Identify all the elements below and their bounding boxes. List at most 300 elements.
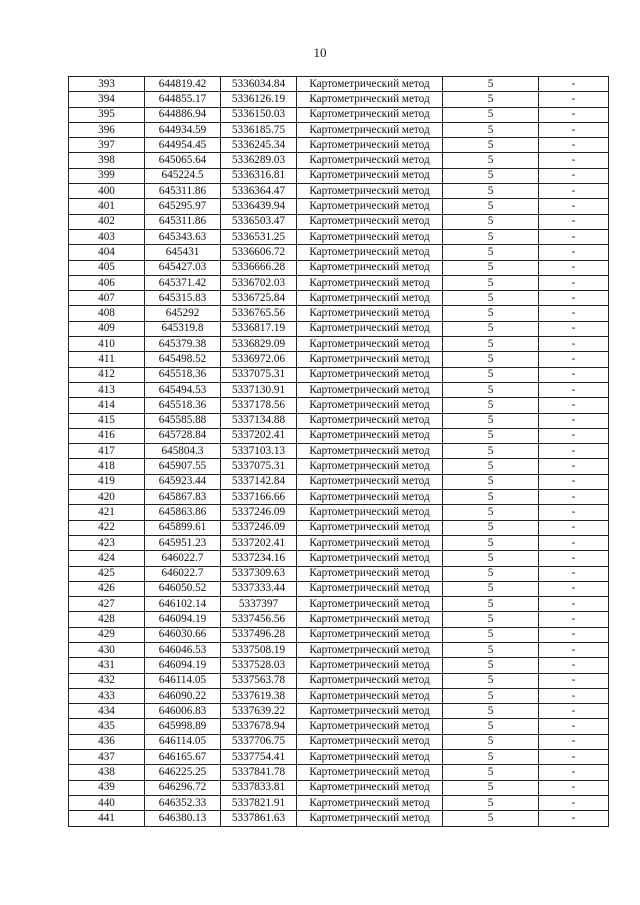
- point-number-cell: 434: [69, 704, 145, 719]
- method-cell: Картометрический метод: [297, 92, 443, 107]
- accuracy-cell: 5: [443, 581, 539, 596]
- coord-x-cell: 646090.22: [145, 688, 221, 703]
- method-cell: Картометрический метод: [297, 382, 443, 397]
- coord-x-cell: 645923.44: [145, 474, 221, 489]
- method-cell: Картометрический метод: [297, 811, 443, 826]
- table-row: [69, 627, 609, 642]
- coord-x-cell: 645292: [145, 306, 221, 321]
- method-cell: Картометрический метод: [297, 612, 443, 627]
- note-cell: -: [539, 138, 609, 153]
- note-cell: -: [539, 153, 609, 168]
- point-number-cell: 410: [69, 337, 145, 352]
- coord-x-cell: 644855.17: [145, 92, 221, 107]
- note-cell: -: [539, 122, 609, 137]
- coordinates-table-body: [69, 77, 609, 827]
- point-number-cell: 422: [69, 520, 145, 535]
- note-cell: -: [539, 750, 609, 765]
- coord-x-cell: 645899.61: [145, 520, 221, 535]
- table-row: [69, 719, 609, 734]
- coord-x-cell: 645498.52: [145, 352, 221, 367]
- table-row: [69, 490, 609, 505]
- coord-y-cell: 5337075.31: [221, 459, 297, 474]
- point-number-cell: 425: [69, 566, 145, 581]
- point-number-cell: 412: [69, 367, 145, 382]
- accuracy-cell: 5: [443, 780, 539, 795]
- method-cell: Картометрический метод: [297, 642, 443, 657]
- accuracy-cell: 5: [443, 642, 539, 657]
- coord-x-cell: 645315.83: [145, 291, 221, 306]
- accuracy-cell: 5: [443, 704, 539, 719]
- table-row: [69, 337, 609, 352]
- table-row: [69, 642, 609, 657]
- accuracy-cell: 5: [443, 168, 539, 183]
- table-row: [69, 153, 609, 168]
- accuracy-cell: 5: [443, 750, 539, 765]
- coord-y-cell: 5336150.03: [221, 107, 297, 122]
- accuracy-cell: 5: [443, 398, 539, 413]
- note-cell: -: [539, 382, 609, 397]
- accuracy-cell: 5: [443, 245, 539, 260]
- coord-x-cell: 646165.67: [145, 750, 221, 765]
- method-cell: Картометрический метод: [297, 444, 443, 459]
- method-cell: Картометрический метод: [297, 168, 443, 183]
- coord-y-cell: 5337678.94: [221, 719, 297, 734]
- method-cell: Картометрический метод: [297, 214, 443, 229]
- method-cell: Картометрический метод: [297, 398, 443, 413]
- page-number: 10: [313, 45, 327, 60]
- accuracy-cell: 5: [443, 382, 539, 397]
- coord-x-cell: 645728.84: [145, 428, 221, 443]
- table-row: [69, 321, 609, 336]
- coord-y-cell: 5337639.22: [221, 704, 297, 719]
- point-number-cell: 403: [69, 229, 145, 244]
- table-row: [69, 184, 609, 199]
- coord-x-cell: 646022.7: [145, 551, 221, 566]
- accuracy-cell: 5: [443, 734, 539, 749]
- table-row: [69, 597, 609, 612]
- coord-x-cell: 645065.64: [145, 153, 221, 168]
- table-row: [69, 245, 609, 260]
- method-cell: Картометрический метод: [297, 291, 443, 306]
- coord-x-cell: 646102.14: [145, 597, 221, 612]
- method-cell: Картометрический метод: [297, 184, 443, 199]
- accuracy-cell: 5: [443, 138, 539, 153]
- method-cell: Картометрический метод: [297, 428, 443, 443]
- coord-y-cell: 5336765.56: [221, 306, 297, 321]
- note-cell: -: [539, 490, 609, 505]
- point-number-cell: 393: [69, 77, 145, 92]
- coord-y-cell: 5337246.09: [221, 505, 297, 520]
- coord-x-cell: 646225.25: [145, 765, 221, 780]
- coord-x-cell: 646046.53: [145, 642, 221, 657]
- accuracy-cell: 5: [443, 597, 539, 612]
- accuracy-cell: 5: [443, 337, 539, 352]
- coord-y-cell: 5336364.47: [221, 184, 297, 199]
- coordinates-table: [68, 76, 609, 827]
- coord-y-cell: 5336289.03: [221, 153, 297, 168]
- point-number-cell: 411: [69, 352, 145, 367]
- coord-x-cell: 646030.66: [145, 627, 221, 642]
- point-number-cell: 435: [69, 719, 145, 734]
- coord-y-cell: 5337508.19: [221, 642, 297, 657]
- coord-x-cell: 646114.05: [145, 673, 221, 688]
- coord-x-cell: 646050.52: [145, 581, 221, 596]
- point-number-cell: 413: [69, 382, 145, 397]
- point-number-cell: 406: [69, 275, 145, 290]
- note-cell: -: [539, 566, 609, 581]
- coord-x-cell: 645343.63: [145, 229, 221, 244]
- method-cell: Картометрический метод: [297, 229, 443, 244]
- table-row: [69, 765, 609, 780]
- coord-x-cell: 645431: [145, 245, 221, 260]
- coord-y-cell: 5336503.47: [221, 214, 297, 229]
- accuracy-cell: 5: [443, 321, 539, 336]
- note-cell: -: [539, 352, 609, 367]
- accuracy-cell: 5: [443, 474, 539, 489]
- coord-y-cell: 5336245.34: [221, 138, 297, 153]
- table-row: [69, 107, 609, 122]
- method-cell: Картометрический метод: [297, 107, 443, 122]
- note-cell: -: [539, 688, 609, 703]
- note-cell: -: [539, 428, 609, 443]
- coord-y-cell: 5337841.78: [221, 765, 297, 780]
- coord-y-cell: 5337103.13: [221, 444, 297, 459]
- table-row: [69, 352, 609, 367]
- coord-y-cell: 5337397: [221, 597, 297, 612]
- point-number-cell: 414: [69, 398, 145, 413]
- accuracy-cell: 5: [443, 77, 539, 92]
- note-cell: -: [539, 199, 609, 214]
- accuracy-cell: 5: [443, 214, 539, 229]
- coord-y-cell: 5337861.63: [221, 811, 297, 826]
- coord-y-cell: 5336316.81: [221, 168, 297, 183]
- table-row: [69, 581, 609, 596]
- table-row: [69, 811, 609, 826]
- coord-x-cell: 645998.89: [145, 719, 221, 734]
- coord-y-cell: 5337130.91: [221, 382, 297, 397]
- coord-y-cell: 5337166.66: [221, 490, 297, 505]
- table-row: [69, 214, 609, 229]
- coord-x-cell: 644954.45: [145, 138, 221, 153]
- table-row: [69, 168, 609, 183]
- point-number-cell: 441: [69, 811, 145, 826]
- point-number-cell: 438: [69, 765, 145, 780]
- table-row: [69, 260, 609, 275]
- coord-y-cell: 5337309.63: [221, 566, 297, 581]
- accuracy-cell: 5: [443, 795, 539, 810]
- table-row: [69, 535, 609, 550]
- point-number-cell: 409: [69, 321, 145, 336]
- coord-y-cell: 5337528.03: [221, 658, 297, 673]
- coord-x-cell: 645951.23: [145, 535, 221, 550]
- point-number-cell: 398: [69, 153, 145, 168]
- method-cell: Картометрический метод: [297, 77, 443, 92]
- coord-x-cell: 645518.36: [145, 398, 221, 413]
- coord-x-cell: 645371.42: [145, 275, 221, 290]
- note-cell: -: [539, 780, 609, 795]
- point-number-cell: 404: [69, 245, 145, 260]
- method-cell: Картометрический метод: [297, 520, 443, 535]
- point-number-cell: 400: [69, 184, 145, 199]
- point-number-cell: 405: [69, 260, 145, 275]
- method-cell: Картометрический метод: [297, 505, 443, 520]
- coord-x-cell: 646022.7: [145, 566, 221, 581]
- note-cell: -: [539, 229, 609, 244]
- table-row: [69, 688, 609, 703]
- accuracy-cell: 5: [443, 153, 539, 168]
- note-cell: -: [539, 168, 609, 183]
- accuracy-cell: 5: [443, 413, 539, 428]
- table-row: [69, 92, 609, 107]
- accuracy-cell: 5: [443, 765, 539, 780]
- method-cell: Картометрический метод: [297, 704, 443, 719]
- note-cell: -: [539, 214, 609, 229]
- table-row: [69, 474, 609, 489]
- note-cell: -: [539, 642, 609, 657]
- point-number-cell: 437: [69, 750, 145, 765]
- accuracy-cell: 5: [443, 306, 539, 321]
- table-row: [69, 367, 609, 382]
- note-cell: -: [539, 520, 609, 535]
- coord-x-cell: 646296.72: [145, 780, 221, 795]
- method-cell: Картометрический метод: [297, 734, 443, 749]
- accuracy-cell: 5: [443, 627, 539, 642]
- method-cell: Картометрический метод: [297, 673, 443, 688]
- point-number-cell: 436: [69, 734, 145, 749]
- coord-x-cell: 645224.5: [145, 168, 221, 183]
- point-number-cell: 430: [69, 642, 145, 657]
- point-number-cell: 428: [69, 612, 145, 627]
- method-cell: Картометрический метод: [297, 306, 443, 321]
- table-row: [69, 382, 609, 397]
- table-row: [69, 459, 609, 474]
- method-cell: Картометрический метод: [297, 321, 443, 336]
- accuracy-cell: 5: [443, 275, 539, 290]
- coord-y-cell: 5337456.56: [221, 612, 297, 627]
- method-cell: Картометрический метод: [297, 413, 443, 428]
- accuracy-cell: 5: [443, 658, 539, 673]
- coord-y-cell: 5337246.09: [221, 520, 297, 535]
- method-cell: Картометрический метод: [297, 719, 443, 734]
- accuracy-cell: 5: [443, 92, 539, 107]
- coord-x-cell: 645494.53: [145, 382, 221, 397]
- table-row: [69, 413, 609, 428]
- method-cell: Картометрический метод: [297, 459, 443, 474]
- coord-y-cell: 5336829.09: [221, 337, 297, 352]
- table-row: [69, 750, 609, 765]
- accuracy-cell: 5: [443, 291, 539, 306]
- accuracy-cell: 5: [443, 551, 539, 566]
- coord-x-cell: 645585.88: [145, 413, 221, 428]
- coord-y-cell: 5336034.84: [221, 77, 297, 92]
- coord-x-cell: 645907.55: [145, 459, 221, 474]
- note-cell: -: [539, 337, 609, 352]
- coord-y-cell: 5336972.06: [221, 352, 297, 367]
- note-cell: -: [539, 765, 609, 780]
- note-cell: -: [539, 627, 609, 642]
- point-number-cell: 427: [69, 597, 145, 612]
- point-number-cell: 424: [69, 551, 145, 566]
- table-row: [69, 77, 609, 92]
- method-cell: Картометрический метод: [297, 474, 443, 489]
- point-number-cell: 415: [69, 413, 145, 428]
- table-row: [69, 306, 609, 321]
- note-cell: -: [539, 811, 609, 826]
- coord-x-cell: 645319.8: [145, 321, 221, 336]
- point-number-cell: 395: [69, 107, 145, 122]
- method-cell: Картометрический метод: [297, 780, 443, 795]
- coord-y-cell: 5337821.91: [221, 795, 297, 810]
- coord-x-cell: 645518.36: [145, 367, 221, 382]
- accuracy-cell: 5: [443, 352, 539, 367]
- note-cell: -: [539, 673, 609, 688]
- method-cell: Картометрический метод: [297, 245, 443, 260]
- note-cell: -: [539, 505, 609, 520]
- coord-y-cell: 5336666.28: [221, 260, 297, 275]
- accuracy-cell: 5: [443, 490, 539, 505]
- coord-y-cell: 5336725.84: [221, 291, 297, 306]
- table-row: [69, 398, 609, 413]
- method-cell: Картометрический метод: [297, 490, 443, 505]
- coord-y-cell: 5337706.75: [221, 734, 297, 749]
- point-number-cell: 429: [69, 627, 145, 642]
- table-row: [69, 566, 609, 581]
- note-cell: -: [539, 734, 609, 749]
- coord-x-cell: 646380.13: [145, 811, 221, 826]
- note-cell: -: [539, 551, 609, 566]
- method-cell: Картометрический метод: [297, 199, 443, 214]
- coord-x-cell: 646094.19: [145, 612, 221, 627]
- table-row: [69, 780, 609, 795]
- accuracy-cell: 5: [443, 260, 539, 275]
- method-cell: Картометрический метод: [297, 551, 443, 566]
- point-number-cell: 426: [69, 581, 145, 596]
- method-cell: Картометрический метод: [297, 750, 443, 765]
- accuracy-cell: 5: [443, 459, 539, 474]
- coord-y-cell: 5336126.19: [221, 92, 297, 107]
- method-cell: Картометрический метод: [297, 658, 443, 673]
- point-number-cell: 419: [69, 474, 145, 489]
- coord-x-cell: 645427.03: [145, 260, 221, 275]
- coord-y-cell: 5336185.75: [221, 122, 297, 137]
- coord-x-cell: 645295.97: [145, 199, 221, 214]
- coord-y-cell: 5337142.84: [221, 474, 297, 489]
- point-number-cell: 396: [69, 122, 145, 137]
- method-cell: Картометрический метод: [297, 688, 443, 703]
- point-number-cell: 399: [69, 168, 145, 183]
- note-cell: -: [539, 612, 609, 627]
- coord-x-cell: 645863.86: [145, 505, 221, 520]
- coord-y-cell: 5337833.81: [221, 780, 297, 795]
- table-row: [69, 199, 609, 214]
- point-number-cell: 402: [69, 214, 145, 229]
- table-row: [69, 612, 609, 627]
- coord-x-cell: 645867.83: [145, 490, 221, 505]
- note-cell: -: [539, 581, 609, 596]
- note-cell: -: [539, 184, 609, 199]
- table-row: [69, 704, 609, 719]
- accuracy-cell: 5: [443, 535, 539, 550]
- coord-y-cell: 5337234.16: [221, 551, 297, 566]
- table-row: [69, 444, 609, 459]
- method-cell: Картометрический метод: [297, 275, 443, 290]
- note-cell: -: [539, 658, 609, 673]
- method-cell: Картометрический метод: [297, 795, 443, 810]
- note-cell: -: [539, 459, 609, 474]
- method-cell: Картометрический метод: [297, 765, 443, 780]
- table-row: [69, 520, 609, 535]
- point-number-cell: 423: [69, 535, 145, 550]
- coord-y-cell: 5337202.41: [221, 535, 297, 550]
- coord-x-cell: 645311.86: [145, 184, 221, 199]
- coord-x-cell: 645311.86: [145, 214, 221, 229]
- point-number-cell: 401: [69, 199, 145, 214]
- note-cell: -: [539, 92, 609, 107]
- accuracy-cell: 5: [443, 612, 539, 627]
- table-row: [69, 291, 609, 306]
- point-number-cell: 439: [69, 780, 145, 795]
- coord-y-cell: 5336702.03: [221, 275, 297, 290]
- method-cell: Картометрический метод: [297, 627, 443, 642]
- coord-y-cell: 5337333.44: [221, 581, 297, 596]
- method-cell: Картометрический метод: [297, 367, 443, 382]
- coord-y-cell: 5337496.28: [221, 627, 297, 642]
- coord-x-cell: 645804.3: [145, 444, 221, 459]
- table-row: [69, 229, 609, 244]
- coord-x-cell: 644819.42: [145, 77, 221, 92]
- coord-y-cell: 5337075.31: [221, 367, 297, 382]
- coord-x-cell: 646352.33: [145, 795, 221, 810]
- method-cell: Картометрический метод: [297, 337, 443, 352]
- point-number-cell: 417: [69, 444, 145, 459]
- method-cell: Картометрический метод: [297, 581, 443, 596]
- table-row: [69, 795, 609, 810]
- note-cell: -: [539, 474, 609, 489]
- note-cell: -: [539, 413, 609, 428]
- accuracy-cell: 5: [443, 122, 539, 137]
- point-number-cell: 432: [69, 673, 145, 688]
- coord-x-cell: 646006.83: [145, 704, 221, 719]
- table-row: [69, 734, 609, 749]
- accuracy-cell: 5: [443, 673, 539, 688]
- coord-y-cell: 5337619.38: [221, 688, 297, 703]
- note-cell: -: [539, 321, 609, 336]
- accuracy-cell: 5: [443, 719, 539, 734]
- table-row: [69, 551, 609, 566]
- coord-x-cell: 644934.59: [145, 122, 221, 137]
- note-cell: -: [539, 306, 609, 321]
- coord-y-cell: 5337178.56: [221, 398, 297, 413]
- table-row: [69, 505, 609, 520]
- point-number-cell: 397: [69, 138, 145, 153]
- coord-y-cell: 5337754.41: [221, 750, 297, 765]
- note-cell: -: [539, 597, 609, 612]
- note-cell: -: [539, 719, 609, 734]
- note-cell: -: [539, 795, 609, 810]
- accuracy-cell: 5: [443, 229, 539, 244]
- table-row: [69, 275, 609, 290]
- table-row: [69, 658, 609, 673]
- note-cell: -: [539, 275, 609, 290]
- method-cell: Картометрический метод: [297, 597, 443, 612]
- coord-y-cell: 5336606.72: [221, 245, 297, 260]
- point-number-cell: 431: [69, 658, 145, 673]
- accuracy-cell: 5: [443, 428, 539, 443]
- method-cell: Картометрический метод: [297, 535, 443, 550]
- method-cell: Картометрический метод: [297, 566, 443, 581]
- coord-y-cell: 5337563.78: [221, 673, 297, 688]
- accuracy-cell: 5: [443, 107, 539, 122]
